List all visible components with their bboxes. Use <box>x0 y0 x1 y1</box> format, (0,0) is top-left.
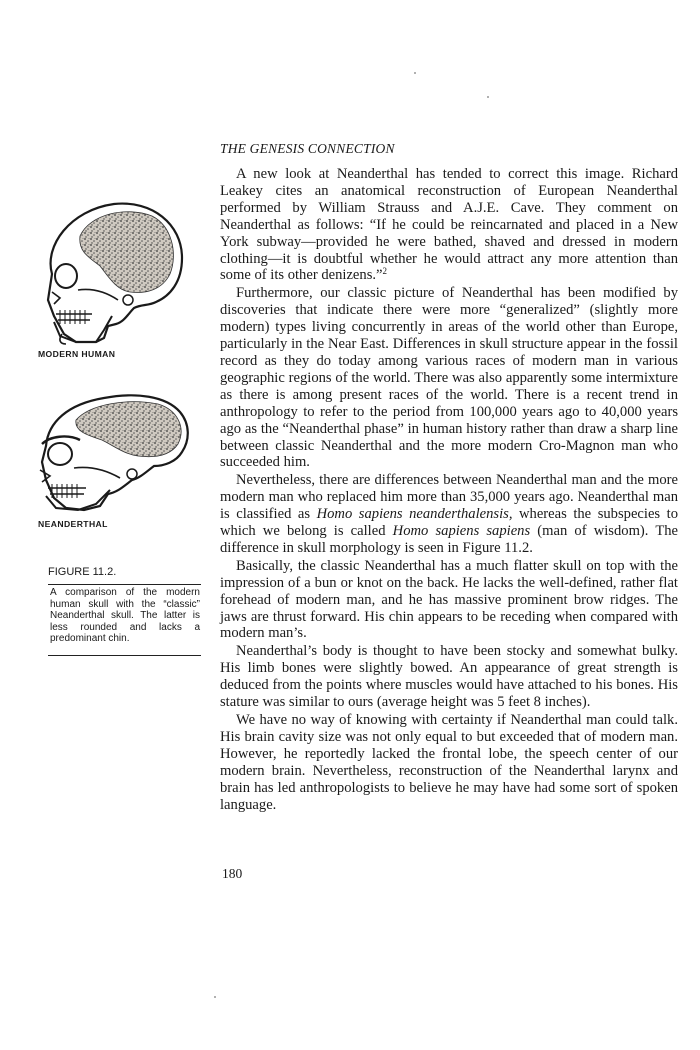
paragraph: We have no way of knowing with certainty if Neanderthal man could talk. His brain cavity size was not only equal to but exceeded that of modern man. However, he reportedly lacked the frontal lobe, the speech center of our modern brain. Nevertheless, reconstruction of the Neanderthal larynx and brain has led anthropologists to believe he may have had some sort of spoken language. <box>220 712 678 813</box>
paragraph-text: (man of wisdom). The difference in skull morphology is seen in Figure 11.2. <box>220 523 679 556</box>
scan-speck <box>487 96 489 98</box>
paragraph <box>220 472 678 557</box>
paragraph: Neanderthal’s body is thought to have been stocky and somewhat bulky. His limb bones were slightly bowed. An appearance of great strength is deduced from the points where muscles would have attached to his bones. His stature was similar to ours (average height was 5 feet 8 inches). <box>220 643 678 711</box>
paragraph: Furthermore, our classic picture of Neanderthal has been modified by discoveries that indicate there were more “generalized” (slightly more modern) types living concurrently in areas of the world other than Europe, particularly in the Near East. Differences in skull structure appear in the fossil record as they do today among various races of modern man in various geographic regions of the world. There was also apparently some intermixture as there is among present races of the world. There is a recent trend in anthropology to refer to the period from 100,000 years ago to 40,000 years ago as the “Neanderthal phase” in human history rather than draw a sharp line between classic Neanderthal and the more modern Cro-Magnon man who succeeded him. <box>220 285 678 471</box>
modern-human-skull-illustration <box>30 196 190 346</box>
figure-caption-rule-top <box>48 584 201 585</box>
species-name: Homo sapiens neanderthalensis, <box>316 506 513 523</box>
page-number: 180 <box>222 866 243 881</box>
neanderthal-label: NEANDERTHAL <box>38 519 108 529</box>
scan-speck <box>214 996 216 998</box>
paragraph: Basically, the classic Neanderthal has a much flatter skull on top with the impression of a bun or knot on the back. He lacks the well-defined, rather flat forehead of modern man, and he has massive prominent brow ridges. The jaws are thrust forward. His chin appears to be receding when compared with modern man’s. <box>220 557 678 642</box>
scan-speck <box>414 72 416 74</box>
figure-caption: A comparison of the modern human skull with the “classic” Neanderthal skull. The latter is less rounded and lacks a predominant chin. <box>50 587 200 645</box>
main-text-column <box>220 166 678 814</box>
species-name: Homo sapiens sapiens <box>392 523 531 540</box>
paragraph-text: Nevertheless, there are differences between Neanderthal man and the more modern man who replaced him more than 35,000 years ago. Neanderthal man is classified as <box>220 472 678 523</box>
figure-title: FIGURE 11.2. <box>48 566 117 578</box>
figure-caption-rule-bottom <box>48 655 201 656</box>
paragraph-text: whereas the subspecies to which we belong is called <box>220 506 678 540</box>
paragraph <box>220 166 678 284</box>
paragraph-text: A new look at Neanderthal has tended to correct this image. Richard Leakey cites an anatomical reconstruction of European Neanderthal performed by William Strauss and A.J.E. Cave. They comment on Neanderthal as follows: “If he could be reincarnated and placed in a New York subway—provided he were bathed, shaved and dressed in modern clothing—it is doubtful whether he would attract any more attention than some of its other denizens.” <box>220 166 678 284</box>
footnote-reference: 2 <box>382 266 388 277</box>
running-head: THE GENESIS CONNECTION <box>220 141 395 156</box>
neanderthal-skull-illustration <box>28 382 196 512</box>
modern-human-label: MODERN HUMAN <box>38 349 116 359</box>
